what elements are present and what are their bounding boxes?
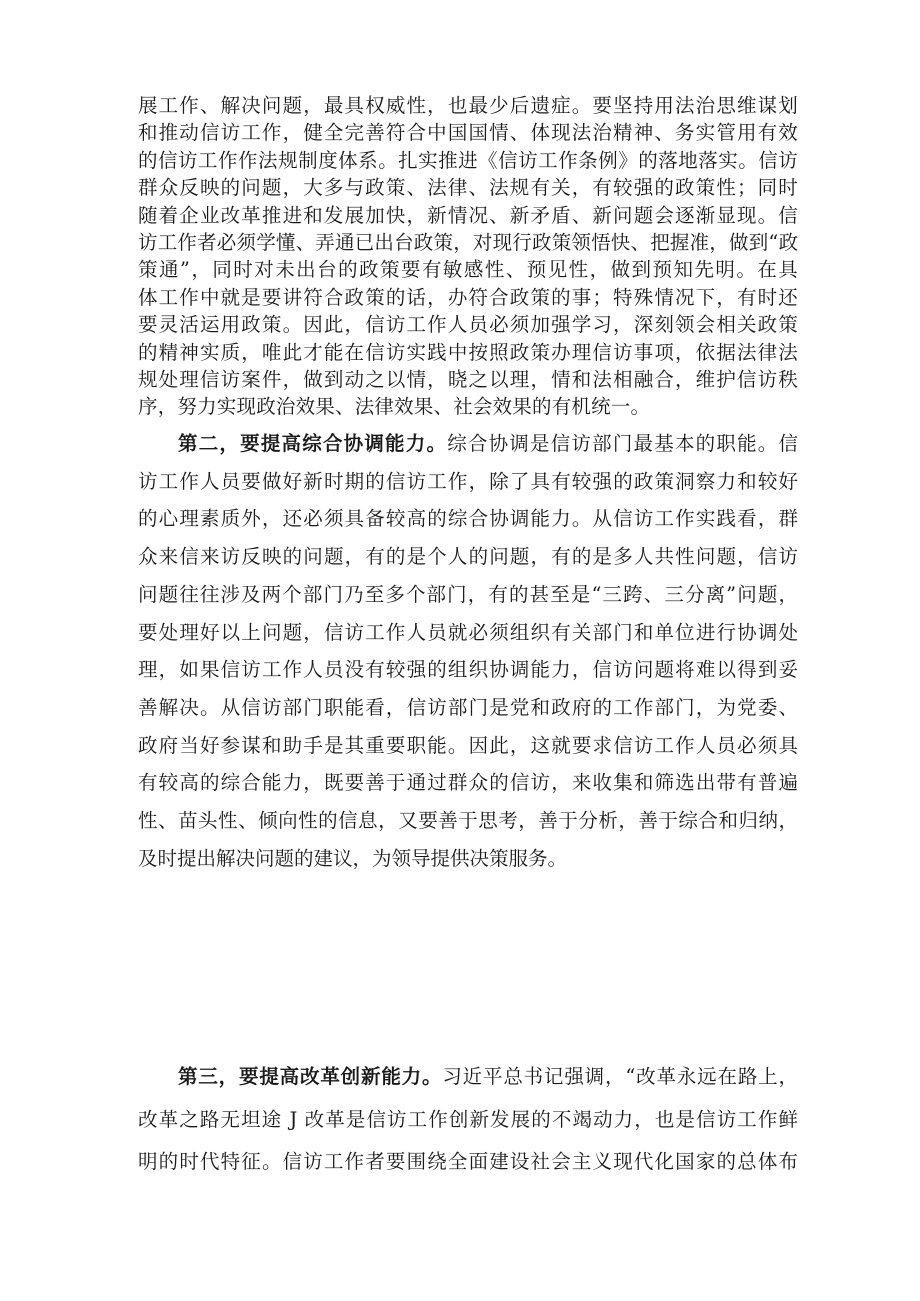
section-heading: 第三，要提高改革创新能力。 [178, 1065, 443, 1088]
paragraph-line: 体工作中就是要讲符合政策的话，办符合政策的事；特殊情况下，有时还 [138, 285, 798, 309]
paragraph-line: 规处理信访案件，做到动之以情，晓之以理，情和法相融合，维护信访秩 [138, 368, 798, 392]
paragraph-line: 和推动信访工作，健全完善符合中国国情、体现法治精神、务实管用有效 [138, 121, 798, 145]
paragraph-first-line [138, 1056, 798, 1099]
paragraph-line: 要处理好以上问题，信访工作人员就必须组织有关部门和单位进行协调处 [138, 620, 798, 644]
paragraph-line: 理，如果信访工作人员没有较强的组织协调能力，信访问题将难以得到妥 [138, 658, 798, 682]
paragraph-line: 众来信来访反映的问题，有的是个人的问题，有的是多人共性问题，信访 [138, 545, 798, 569]
paragraph-line: 策通”，同时对未出台的政策要有敏感性、预见性，做到预知先明。在具 [138, 258, 798, 282]
paragraph-text: 综合协调是信访部门最基本的职能。信 [447, 432, 798, 455]
paragraph-line: 有较高的综合能力，既要善于通过群众的信访，来收集和筛选出带有普遍 [138, 771, 798, 795]
paragraph-line: 要灵活运用政策。因此，信访工作人员必须加强学习，深刻领会相关政策 [138, 313, 798, 337]
paragraph-line: 政府当好参谋和助手是其重要职能。因此，这就要求信访工作人员必须具 [138, 733, 798, 757]
paragraph-line: 的信访工作作法规制度体系。扎实推进《信访工作条例》的落地落实。信访 [138, 148, 798, 172]
paragraph-coordination [138, 425, 798, 877]
section-heading: 第二，要提高综合协调能力。 [178, 432, 448, 455]
paragraph-line: 展工作、解决问题，最具权威性，也最少后遗症。要坚持用法治思维谋划 [138, 94, 798, 117]
paragraph-line: 改革之路无坦途 J 改革是信访工作创新发展的不竭动力，也是信访工作鲜 [138, 1107, 798, 1131]
paragraph-rule-of-law [138, 92, 798, 421]
paragraph-line: 的精神实质，唯此才能在信访实践中按照政策办理信访事项，依据法律法 [138, 340, 798, 364]
paragraph-line: 访工作人员要做好新时期的信访工作，除了具有较强的政策洞察力和较好 [138, 469, 798, 493]
paragraph-line: 及时提出解决问题的建议，为领导提供决策服务。 [138, 846, 568, 870]
paragraph-first-line [138, 425, 798, 463]
paragraph-line: 的心理素质外，还必须具备较高的综合协调能力。从信访工作实践看，群 [138, 507, 798, 531]
paragraph-text: 习近平总书记强调，“改革永远在路上， [442, 1065, 798, 1088]
paragraph-reform [138, 1056, 798, 1184]
paragraph-line: 随着企业改革推进和发展加快，新情况、新矛盾、新问题会逐渐显现。信 [138, 203, 798, 227]
paragraph-line: 善解决。从信访部门职能看，信访部门是党和政府的工作部门，为党委、 [138, 695, 798, 719]
paragraph-line: 性、苗头性、倾向性的信息，又要善于思考，善于分析，善于综合和归纳， [138, 809, 798, 833]
paragraph-line: 明的时代特征。信访工作者要围绕全面建设社会主义现代化国家的总体布 [138, 1150, 798, 1173]
paragraph-line: 群众反映的问题，大多与政策、法律、法规有关，有较强的政策性；同时 [138, 176, 798, 200]
paragraph-line: 访工作者必须学懂、弄通已出台政策，对现行政策领悟快、把握准，做到“政 [138, 231, 799, 255]
paragraph-line: 问题往往涉及两个部门乃至多个部门，有的甚至是“三跨、三分离”问题， [138, 582, 798, 606]
paragraph-line: 序，努力实现政治效果、法律效果、社会效果的有机统一。 [138, 395, 651, 419]
